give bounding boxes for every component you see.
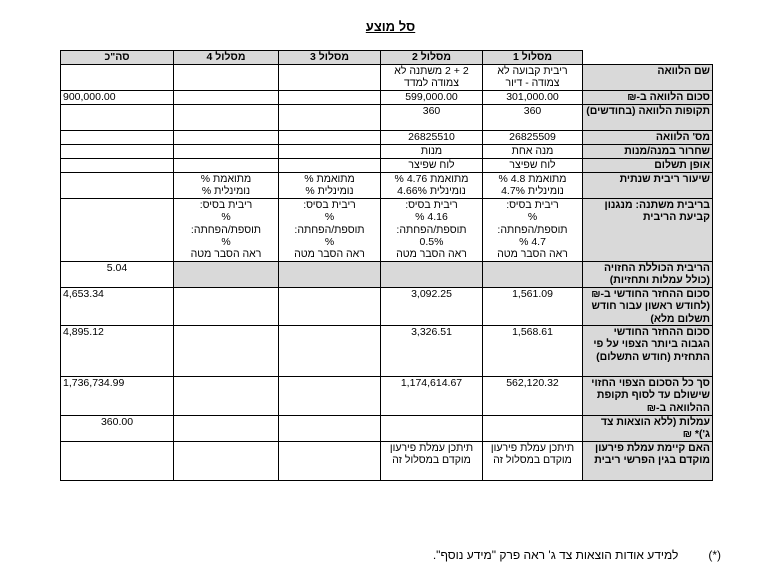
nominal-rate: נומינלית % [305,185,354,198]
page-title: סל מוצע [365,19,416,34]
row-variable-rate [61,199,713,262]
monthly-payment-total: 4,653.34 [61,288,174,326]
header-track-4: מסלול 4 [174,51,279,65]
row-max-monthly [61,326,713,377]
row-loan-amount [61,91,713,105]
row-release [61,145,713,159]
label-loan-number: מס' הלוואה [583,131,713,145]
loan-amount-track-4 [174,91,279,105]
addition-value: % [221,235,231,248]
loan-name-total [61,65,174,91]
total-rate-track-3 [279,262,381,288]
monthly-payment-track-2: 3,092.25 [381,288,483,326]
loan-period-total [61,105,174,131]
prepay-fee-track-1: תיתכן עמלת פירעון מוקדם במסלול זה [483,442,583,481]
row-total-rate [61,262,713,288]
label-annual-rate: שיעור ריבית שנתית [583,173,713,199]
base-rate-label: ריבית בסיס: [506,199,559,211]
adjusted-rate: מתואמת % [304,173,355,185]
row-loan-period [61,105,713,131]
variable-rate-track-4 [174,199,279,262]
max-monthly-track-2: 3,326.51 [381,326,483,377]
addition-label: תוספת/הפחתה: [396,223,467,236]
base-rate-value: % [324,211,335,224]
header-track-3: מסלול 3 [279,51,381,65]
variable-rate-total [61,199,174,262]
total-rate-track-1 [483,262,583,288]
prepay-fee-total [61,442,174,481]
fees-track-3 [279,416,381,442]
label-total-rate: הריבית הכוללת החזויה (כולל עמלות ותחזיות) [583,262,713,288]
label-loan-name: שם הלוואה [583,65,713,91]
monthly-payment-track-3 [279,288,381,326]
prepay-fee-track-3 [279,442,381,481]
nominal-rate: נומינלית % [201,185,251,198]
annual-rate-total [61,173,174,199]
variable-rate-track-2 [381,199,483,262]
variable-rate-track-1 [483,199,583,262]
prepay-fee-track-2: תיתכן עמלת פירעון מוקדם במסלול זה [381,442,483,481]
addition-label: תוספת/הפחתה: [497,223,568,236]
release-track-2: מנות [381,145,483,159]
payment-method-total [61,159,174,173]
payment-method-track-4 [174,159,279,173]
nominal-rate: נומינלית 4.66% [397,185,466,198]
row-prepay-fee [61,442,713,481]
base-rate-label: ריבית בסיס: [405,199,458,211]
loan-amount-track-2: 599,000.00 [381,91,483,105]
loan-amount-track-1: 301,000.00 [483,91,583,105]
total-repay-track-2: 1,174,614.67 [381,377,483,416]
label-monthly-payment: סכום ההחזר החודשי ב-₪ (לחודש ראשון עבור חודש תשלום מלא) [583,288,713,326]
label-loan-period: תקופות הלוואה (בחודשים) [583,105,713,131]
prepay-fee-track-4 [174,442,279,481]
row-loan-name [61,65,713,91]
header-corner [583,51,713,65]
label-fees: עמלות (ללא הוצאות צד ג')* ₪ [583,416,713,442]
total-repay-total: 1,736,734.99 [61,377,174,416]
fees-track-1 [483,416,583,442]
annual-rate-track-1 [483,173,583,199]
loan-period-track-3 [279,105,381,131]
release-track-3 [279,145,381,159]
header-total: סה"כ [61,51,174,65]
label-loan-amount: סכום הלוואה ב-₪ [583,91,713,105]
header-track-1: מסלול 1 [483,51,583,65]
total-repay-track-4 [174,377,279,416]
base-rate-value: % [527,211,538,224]
footnote [433,548,721,562]
loan-name-track-4 [174,65,279,91]
header-row [61,51,713,65]
see-below-note: ראה הסבר מטה [190,248,262,261]
release-track-4 [174,145,279,159]
total-rate-total: 5.04 [61,262,174,288]
total-rate-track-2 [381,262,483,288]
row-fees [61,416,713,442]
loan-number-track-2: 26825510 [381,131,483,145]
monthly-payment-track-4 [174,288,279,326]
fees-track-4 [174,416,279,442]
addition-value: 4.7 % [519,235,546,248]
base-rate-value: % [221,211,231,224]
fees-total: 360.00 [61,416,174,442]
loan-name-track-3 [279,65,381,91]
annual-rate-track-2 [381,173,483,199]
monthly-payment-track-1: 1,561.09 [483,288,583,326]
label-prepay-fee: האם קיימת עמלת פירעון מוקדם בגין הפרשי ריבית [583,442,713,481]
payment-method-track-2: לוח שפיצר [381,159,483,173]
see-below-note: ראה הסבר מטה [497,248,568,261]
row-monthly-payment [61,288,713,326]
loan-period-track-4 [174,105,279,131]
footnote-text: למידע אודות הוצאות צד ג' ראה פרק "מידע נוסף". [432,548,679,562]
loan-period-track-2: 360 [381,105,483,131]
addition-label: תוספת/הפחתה: [294,223,365,236]
row-annual-rate [61,173,713,199]
loan-number-total [61,131,174,145]
see-below-note: ראה הסבר מטה [396,248,467,261]
max-monthly-track-4 [174,326,279,377]
loan-number-track-3 [279,131,381,145]
loan-amount-total: 900,000.00 [61,91,174,105]
payment-method-track-1: לוח שפיצר [483,159,583,173]
row-total-repay [61,377,713,416]
variable-rate-track-3 [279,199,381,262]
adjusted-rate: מתואמת 4.8 % [498,173,567,185]
nominal-rate: נומינלית 4.7% [501,185,564,198]
payment-method-track-3 [279,159,381,173]
adjusted-rate: מתואמת 4.76 % [394,173,469,185]
total-repay-track-3 [279,377,381,416]
proposed-basket-table [60,50,713,481]
total-rate-track-4 [174,262,279,288]
loan-number-track-1: 26825509 [483,131,583,145]
label-total-repay: סך כל הסכום הצפוי החזוי שישולם עד לסוף תקופת ההלוואה ב-₪ [583,377,713,416]
adjusted-rate: מתואמת % [200,173,252,185]
base-rate-value: 4.16 % [415,211,448,224]
base-rate-label: ריבית בסיס: [199,199,253,211]
loan-number-track-4 [174,131,279,145]
row-payment-method [61,159,713,173]
annual-rate-track-3 [279,173,381,199]
max-monthly-track-3 [279,326,381,377]
loan-name-track-2: 2 + 2 משתנה לא צמודה למדד [381,65,483,91]
label-release: שחרור במנה/מנות [583,145,713,159]
release-total [61,145,174,159]
fees-track-2 [381,416,483,442]
row-loan-number [61,131,713,145]
release-track-1: מנה אחת [483,145,583,159]
annual-rate-track-4 [174,173,279,199]
max-monthly-total: 4,895.12 [61,326,174,377]
label-variable-rate: בריבית משתנה: מנגנון קביעת הריבית [583,199,713,262]
base-rate-label: ריבית בסיס: [303,199,356,211]
loan-name-track-1: ריבית קבועה לא צמודה - דיור [483,65,583,91]
total-repay-track-1: 562,120.32 [483,377,583,416]
addition-value: % [324,235,335,248]
footnote-mark: (*) [708,548,721,562]
addition-label: תוספת/הפחתה: [190,223,262,236]
see-below-note: ראה הסבר מטה [294,248,365,261]
loan-period-track-1: 360 [483,105,583,131]
addition-value: 0.5% [419,235,444,248]
label-payment-method: אופן תשלום [583,159,713,173]
max-monthly-track-1: 1,568.61 [483,326,583,377]
label-max-monthly: סכום ההחזר החודשי הגבוה ביותר הצפוי על פי התחזית (חודש התשלום) [583,326,713,377]
header-track-2: מסלול 2 [381,51,483,65]
loan-amount-track-3 [279,91,381,105]
